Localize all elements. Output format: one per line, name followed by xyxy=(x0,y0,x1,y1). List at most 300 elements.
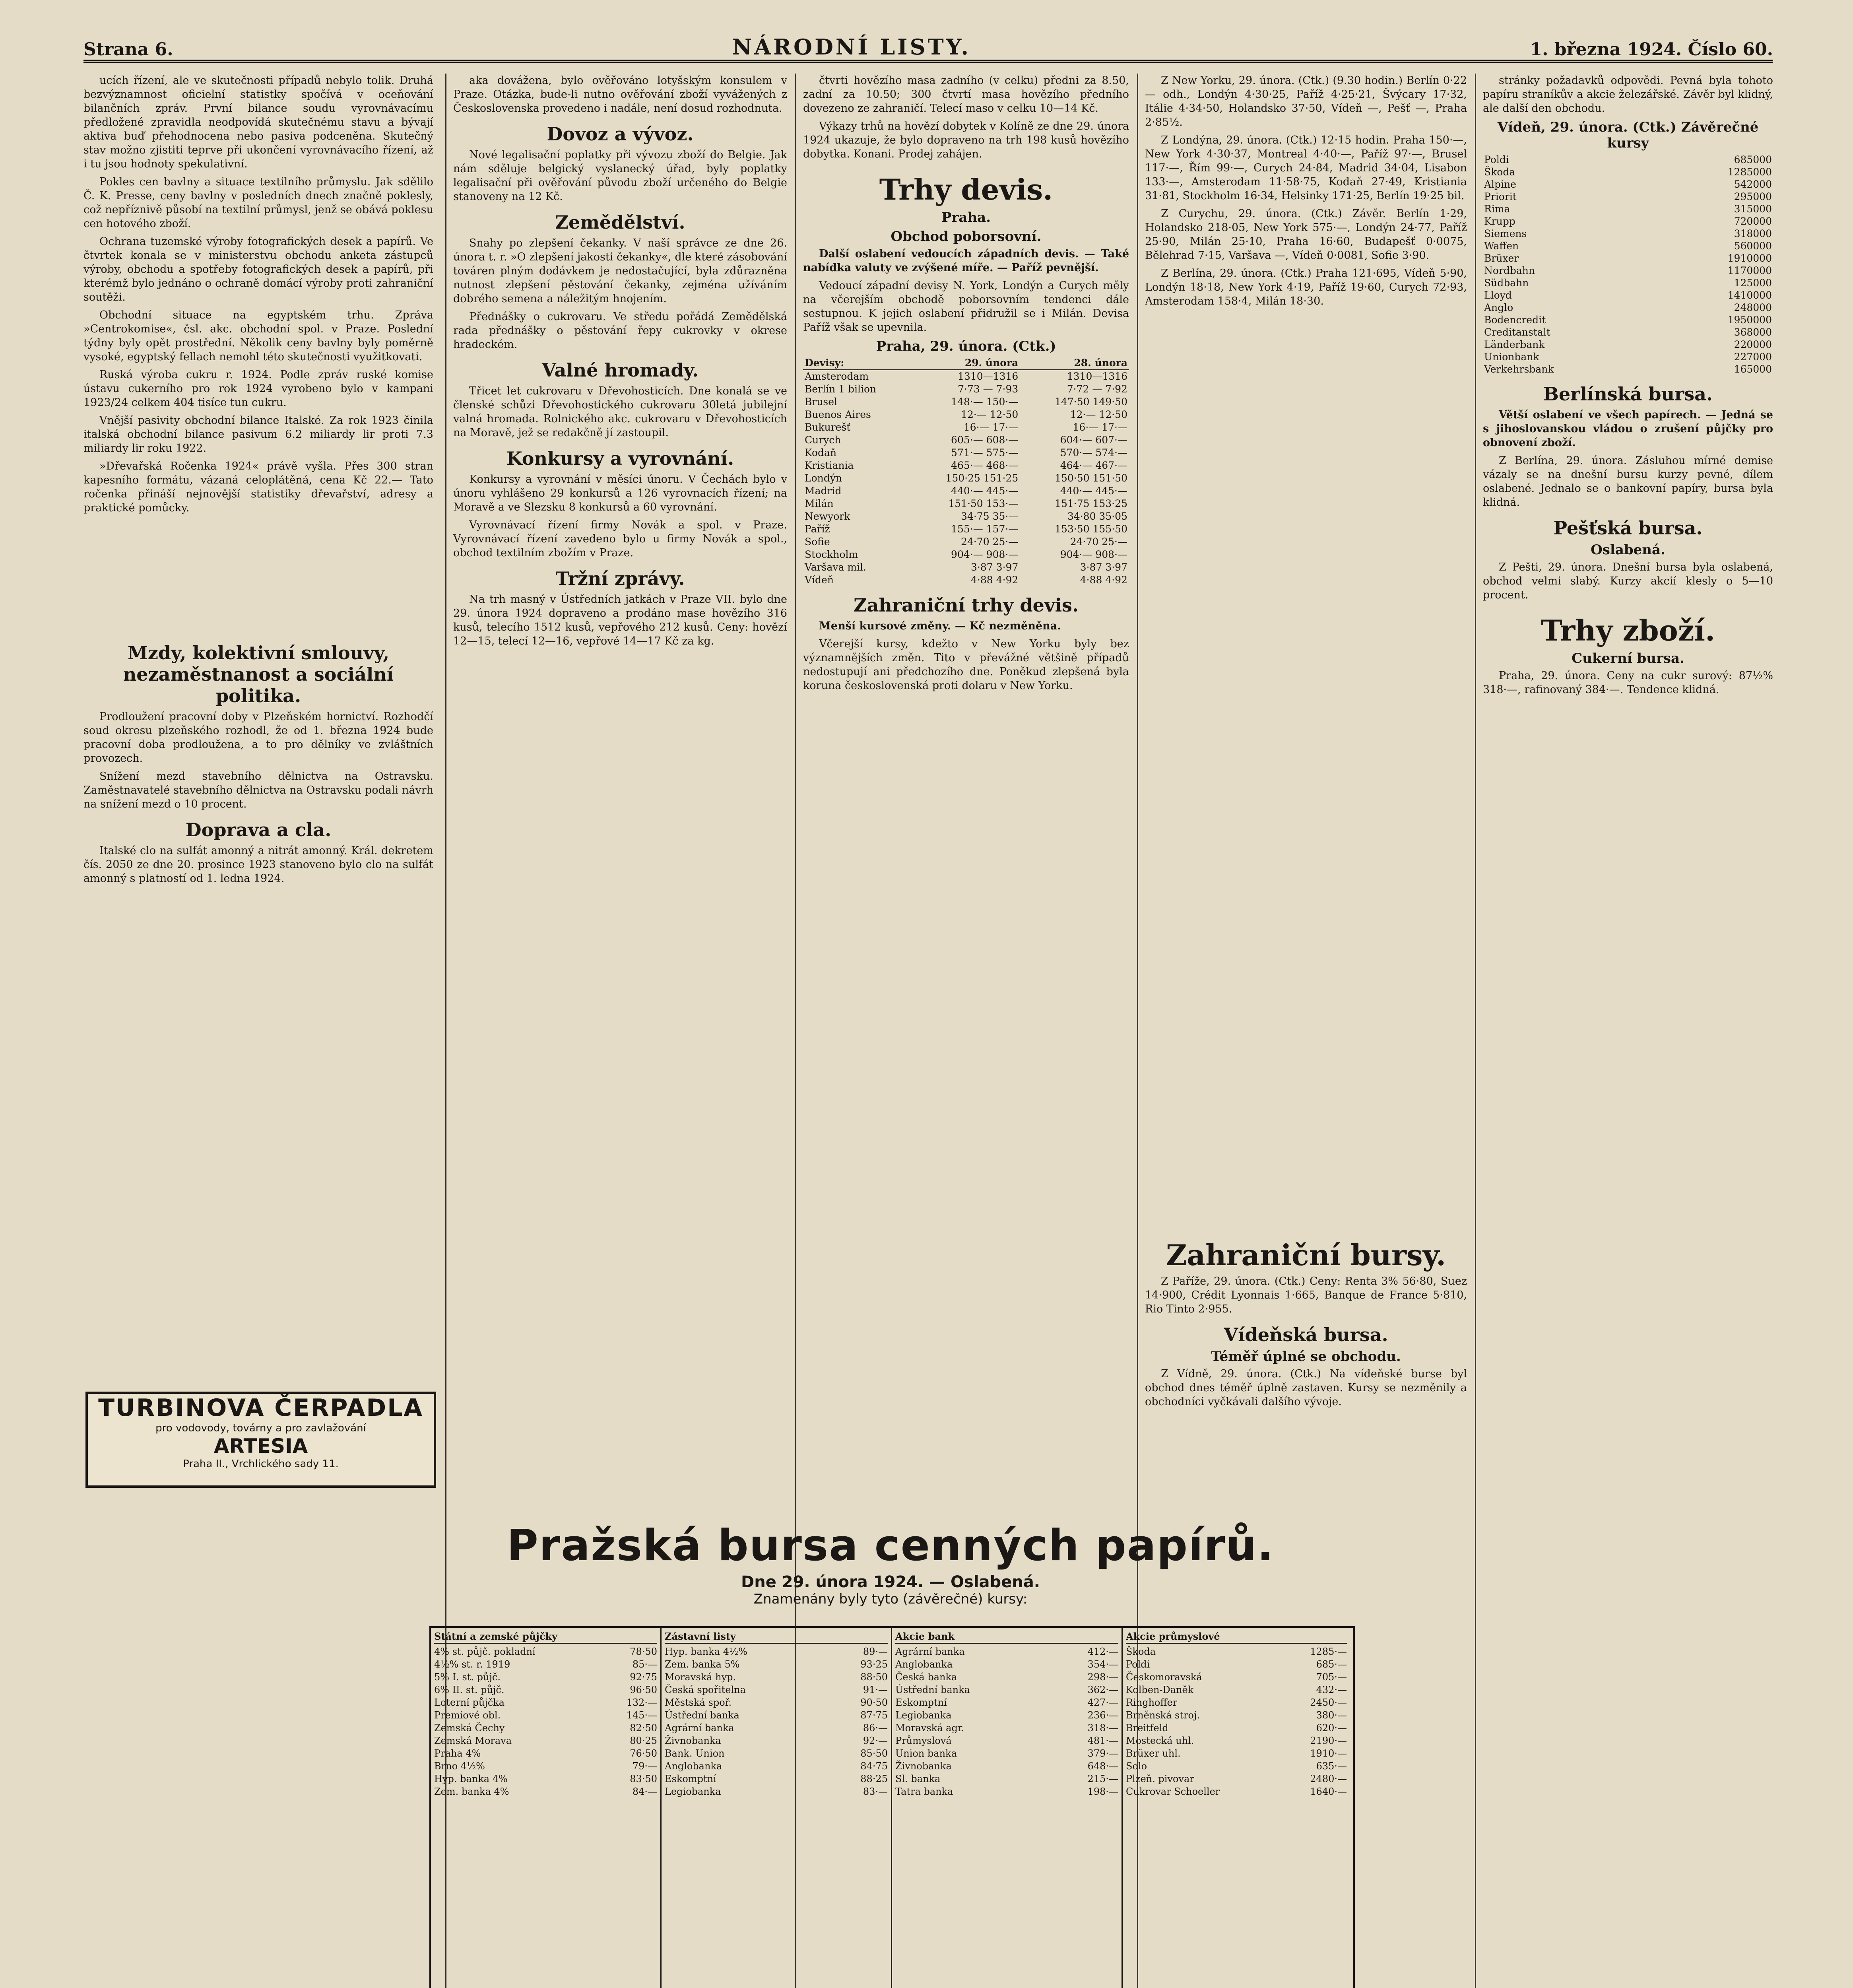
table-row xyxy=(1483,190,1773,203)
security-price: 84·75 xyxy=(860,1761,888,1772)
currency-name: Stockholm xyxy=(805,549,858,560)
security-name: Živnobanka xyxy=(895,1761,952,1772)
list-item xyxy=(665,1709,888,1722)
table-row xyxy=(803,396,1129,408)
section-title: Konkursy a vyrovnání. xyxy=(506,448,734,469)
security-name: Sl. banka xyxy=(895,1773,941,1784)
section-title: Zemědělství. xyxy=(555,212,685,233)
bourse-date: Dne 29. února 1924. — Oslabená. xyxy=(741,1573,1040,1591)
paragraph: aka dovážena, bylo ověřováno lotyšským konsulem v Praze. Otázka, bude-li nutno ověřování zboží vyvážených z Československa provedeno i nadále, není dosud rozhodnuta. xyxy=(453,74,787,115)
paragraph: Na trh masný v Ústředních jatkách v Praze VII. bylo dne 29. února 1924 dopraveno a prodáno mase hovězího 316 kusů, telecího 1512 kusů, vepřového 212 kusů. Ceny: hovězí 12—15, telecí 12—16, vepřové 14—17 Kč za kg. xyxy=(453,593,787,647)
list-item xyxy=(665,1696,888,1709)
security-name: Anglobanka xyxy=(895,1659,953,1670)
currency-name: Brusel xyxy=(805,396,838,408)
security-price: 88·25 xyxy=(860,1773,888,1784)
section-title: Vídeňská bursa. xyxy=(1224,1324,1388,1345)
rates-header-cell: 28. února xyxy=(1020,357,1129,370)
rate-value: 148·— 150·— xyxy=(951,396,1019,408)
rate-value: 571·— 575·— xyxy=(951,447,1019,458)
table-row xyxy=(803,370,1129,383)
currency-name: Amsterodam xyxy=(805,371,869,382)
paragraph: Z Berlína, 29. února. (Ctk.) Praha 121·695, Vídeň 5·90, Londýn 18·18, New York 4·19, Paříž 19·60, Curych 72·93, Amsterodam 158·4, Milán 18·30. xyxy=(1145,267,1467,307)
currency-name: Buenos Aires xyxy=(805,409,871,420)
security-price: 125000 xyxy=(1734,277,1772,289)
rate-value: 604·— 607·— xyxy=(1060,434,1127,446)
security-price: 2190·— xyxy=(1310,1735,1347,1746)
security-name: Živnobanka xyxy=(665,1735,721,1746)
security-name: 5% I. st. půjč. xyxy=(434,1672,501,1683)
list-item xyxy=(895,1747,1118,1760)
currency-name: Londýn xyxy=(805,472,842,484)
security-name: Česká spořitelna xyxy=(665,1684,746,1695)
list-item xyxy=(1126,1773,1347,1785)
security-name: Krupp xyxy=(1484,215,1515,227)
rate-value: 904·— 908·— xyxy=(951,549,1019,560)
table-row xyxy=(803,548,1129,561)
rate-value: 4·88 4·92 xyxy=(1080,574,1127,586)
list-item xyxy=(665,1683,888,1696)
list-item xyxy=(1126,1747,1347,1760)
security-name: Ústřední banka xyxy=(895,1684,970,1695)
section-title: Mzdy, kolektivní smlouvy, nezaměstnanost a sociální politika. xyxy=(123,642,394,707)
security-name: Loterní půjčka xyxy=(434,1697,505,1708)
ad-brand: ARTESIA xyxy=(213,1435,308,1458)
security-price: 542000 xyxy=(1734,179,1772,190)
paragraph: Konkursy a vyrovnání v měsíci únoru. V Čechách bylo v únoru vyhlášeno 29 konkursů a 126 vyrovnacích řízení; na Moravě a ve Slezsku 8 konkursů a 60 vyrovnání. xyxy=(453,473,787,513)
section-title: Doprava a cla. xyxy=(185,819,332,841)
list-item xyxy=(1126,1709,1347,1722)
security-name: Länderbank xyxy=(1484,339,1545,350)
stock-column-header: Akcie bank xyxy=(895,1630,1118,1644)
section-subtitle: Praha. xyxy=(941,210,991,225)
security-name: Zem. banka 4% xyxy=(434,1786,509,1797)
rate-value: 24·70 25·— xyxy=(961,536,1019,547)
security-price: 82·50 xyxy=(630,1722,657,1734)
list-item xyxy=(665,1722,888,1734)
list-item xyxy=(665,1785,888,1798)
security-name: Škoda xyxy=(1126,1646,1156,1657)
rates-header-row xyxy=(803,357,1129,370)
security-name: Eskomptní xyxy=(895,1697,947,1708)
list-item xyxy=(895,1722,1118,1734)
security-price: 362·— xyxy=(1087,1684,1118,1695)
security-price: 685000 xyxy=(1734,154,1772,165)
security-price: 215·— xyxy=(1087,1773,1118,1784)
security-price: 318000 xyxy=(1734,228,1772,239)
security-price: 87·75 xyxy=(860,1710,888,1721)
section-subtitle: Téměř úplné se obchodu. xyxy=(1211,1349,1401,1365)
list-item xyxy=(1126,1696,1347,1709)
security-price: 220000 xyxy=(1734,339,1772,350)
list-item xyxy=(434,1747,657,1760)
list-item xyxy=(1126,1645,1347,1658)
table-row xyxy=(803,408,1129,421)
security-price: 2480·— xyxy=(1310,1773,1347,1784)
security-name: Agrární banka xyxy=(665,1722,734,1734)
security-name: Plzeň. pivovar xyxy=(1126,1773,1194,1784)
paragraph: Větší oslabení ve všech papírech. — Jedná se s jihoslovanskou vládou o zrušení půjčky pro obnovení zboží. xyxy=(1483,409,1773,449)
list-item xyxy=(895,1683,1118,1696)
security-price: 92·— xyxy=(863,1735,888,1746)
page-number: Strana 6. xyxy=(83,39,173,60)
security-name: Verkehrsbank xyxy=(1484,363,1554,375)
paragraph: Z Paříže, 29. února. (Ctk.) Ceny: Renta 3% 56·80, Suez 14·900, Crédit Lyonnais 1·665, Banque de France 5·810, Rio Tinto 2·955. xyxy=(1145,1275,1467,1315)
table-row xyxy=(803,574,1129,586)
security-price: 432·— xyxy=(1316,1684,1347,1695)
paragraph: Ruská výroba cukru r. 1924. Podle zpráv ruské komise ústavu cukerního pro rok 1924 vyrobeno bylo v kampani 1923/24 celkem 404 tisíce tun cukru. xyxy=(83,369,433,409)
table-row xyxy=(1483,240,1773,252)
security-name: Legiobanka xyxy=(665,1786,721,1797)
security-name: Cukrovar Schoeller xyxy=(1126,1786,1220,1797)
list-item xyxy=(895,1658,1118,1671)
security-name: Brüxer uhl. xyxy=(1126,1748,1181,1759)
security-name: Zem. banka 5% xyxy=(665,1659,740,1670)
security-name: Moravská hyp. xyxy=(665,1672,736,1683)
currency-name: Bukurešť xyxy=(805,421,851,433)
paragraph: Vnější pasivity obchodní bilance Italské. Za rok 1923 činila italská obchodní bilance pasivum 6.2 miliardy lir proti 7.3 miliardy lir roku 1922. xyxy=(83,414,433,454)
paragraph: Prodloužení pracovní doby v Plzeňském hornictví. Rozhodčí soud okresu plzeňského rozhodl, že od 1. března 1924 bude pracovní doba prodloužena, a to pro dělníky ve zvláštních provozech. xyxy=(83,711,433,765)
security-name: Kolben-Daněk xyxy=(1126,1684,1194,1695)
paragraph: čtvrti hovězího masa zadního (v celku) předni za 8.50, zadní za 10.50; 300 čtvrtí masa hovězího předního dovezeno ze zahraničí. Telecí maso v celku 10—14 Kč. xyxy=(803,74,1129,115)
issue-date: 1. března 1924. Číslo 60. xyxy=(1530,39,1773,60)
security-name: Ringhoffer xyxy=(1126,1697,1178,1708)
paragraph: Z Londýna, 29. února. (Ctk.) 12·15 hodin. Praha 150·—, New York 4·30·37, Montreal 4·40·—, Paříž 97·—, Brusel 117·—, Řím 99·—, Curych 24·84, Madrid 34·04, Lisabon 133·—, Amsterodam 11·58·75, Kodaň 27·49, Kristiania 31·81, Stockholm 16·34, Helsinky 171·25, Berlín 19·25 bil. xyxy=(1145,134,1467,202)
paragraph: Snížení mezd stavebního dělnictva na Ostravsku. Zaměstnavatelé stavebního dělnictva na Ostravsku podali návrh na snížení mezd o 10 procent. xyxy=(83,770,433,810)
column-1 xyxy=(83,74,433,1988)
security-name: Škoda xyxy=(1484,166,1515,178)
section-title: Zahraniční trhy devis. xyxy=(854,594,1079,616)
list-item xyxy=(895,1760,1118,1773)
security-price: 165000 xyxy=(1734,363,1772,375)
security-name: Moravská agr. xyxy=(895,1722,964,1734)
security-price: 78·50 xyxy=(630,1646,657,1657)
security-price: 85·— xyxy=(632,1659,657,1670)
list-item xyxy=(895,1785,1118,1798)
ad-headline: TURBINOVA ČERPADLA xyxy=(98,1394,423,1422)
security-name: Poldi xyxy=(1484,154,1509,165)
column-2 xyxy=(453,74,787,1505)
security-price: 1285000 xyxy=(1727,166,1772,178)
rate-value: 16·— 17·— xyxy=(963,421,1019,433)
bourse-title: Pražská bursa cenných papírů. xyxy=(506,1521,1275,1571)
rates-header-cell: Devisy: xyxy=(803,357,911,370)
security-name: Eskomptní xyxy=(665,1773,716,1784)
list-item xyxy=(665,1747,888,1760)
currency-name: Berlín 1 bilion xyxy=(805,383,877,395)
table-row xyxy=(1483,363,1773,375)
paragraph: Z Berlína, 29. února. Zásluhou mírné demise vázaly se na dnešní bursu kurzy pevné, dílem oslabené. Jednalo se o bankovní papíry, bursa byla klidná. xyxy=(1483,454,1773,509)
security-price: 1950000 xyxy=(1727,314,1772,326)
security-name: 6% II. st. půjč. xyxy=(434,1684,504,1695)
security-price: 560000 xyxy=(1734,240,1772,252)
paragraph: »Dřevařská Ročenka 1924« právě vyšla. Přes 300 stran kapesního formátu, vázaná celoplátěná, cena Kč 22.— Tato ročenka přináší nejnovější statistiky dřevařství, adresy a praktické pomůcky. xyxy=(83,460,433,514)
security-name: Legiobanka xyxy=(895,1710,952,1721)
paragraph: Další oslabení vedoucích západních devis. — Také nabídka valuty ve zvýšené míře. — Paříž pevnější. xyxy=(803,248,1129,274)
page-header xyxy=(83,16,1773,63)
paragraph: Praha, 29. února. Ceny na cukr surový: 87½% 318·—, rafinovaný 384·—. Tendence klidná. xyxy=(1483,670,1773,696)
list-item xyxy=(434,1671,657,1683)
security-name: Bodencredit xyxy=(1484,314,1546,326)
list-item xyxy=(1126,1760,1347,1773)
ad-address: Praha II., Vrchlického sady 11. xyxy=(183,1458,339,1470)
security-name: Bank. Union xyxy=(665,1748,725,1759)
list-item xyxy=(434,1760,657,1773)
stock-column-header: Akcie průmyslové xyxy=(1126,1630,1347,1644)
section-title: Trhy devis. xyxy=(879,173,1053,206)
rate-value: 465·— 468·— xyxy=(951,460,1019,471)
table-row xyxy=(803,510,1129,523)
list-item xyxy=(434,1734,657,1747)
security-price: 85·50 xyxy=(860,1748,888,1759)
security-price: 145·— xyxy=(626,1710,657,1721)
security-price: 2450·— xyxy=(1310,1697,1347,1708)
security-price: 1170000 xyxy=(1727,265,1772,276)
security-name: 4% st. půjč. pokladní xyxy=(434,1646,536,1657)
security-price: 89·— xyxy=(863,1646,888,1657)
paragraph: Obchodní situace na egyptském trhu. Zpráva »Centrokomise«, čsl. akc. obchodní spol. v Praze. Poslední týdny byly opět prostřední. Několik ceny bavlny byly poměrně vysoké, egyptský fellach nemohl této skutečnosti využitkovati. xyxy=(83,309,433,363)
section-title: Berlínská bursa. xyxy=(1543,383,1713,405)
security-price: 90·50 xyxy=(860,1697,888,1708)
rate-value: 151·50 153·— xyxy=(948,498,1019,509)
security-price: 298·— xyxy=(1087,1672,1118,1683)
security-name: Brüxer xyxy=(1484,252,1519,264)
ad-spacer xyxy=(83,519,433,634)
security-price: 1285·— xyxy=(1310,1646,1347,1657)
security-name: Union banka xyxy=(895,1748,957,1759)
table-row xyxy=(1483,264,1773,277)
security-name: Südbahn xyxy=(1484,277,1529,289)
section-subtitle: Cukerní bursa. xyxy=(1572,650,1684,666)
ad-subline: pro vodovody, továrny a pro zavlažování xyxy=(155,1422,366,1434)
rate-value: 151·75 153·25 xyxy=(1055,498,1127,509)
security-price: 80·25 xyxy=(630,1735,657,1746)
security-price: 380·— xyxy=(1316,1710,1347,1721)
table-row xyxy=(1483,178,1773,190)
paragraph: Ochrana tuzemské výroby fotografických desek a papírů. Ve čtvrtek konala se v ministerstvu obchodu anketa zástupců výroby, obchodu a spotřeby fotografických desek a papírů, při kterémž bylo jednáno o ochraně domácí výroby proti zahraniční soutěži. xyxy=(83,235,433,303)
currency-name: Kristiania xyxy=(805,460,854,471)
section-title: Pešťská bursa. xyxy=(1553,517,1703,539)
list-item xyxy=(665,1734,888,1747)
list-item xyxy=(434,1709,657,1722)
rate-value: 904·— 908·— xyxy=(1060,549,1127,560)
list-item xyxy=(434,1785,657,1798)
security-price: 96·50 xyxy=(630,1684,657,1695)
security-price: 93·25 xyxy=(860,1659,888,1670)
table-row xyxy=(803,434,1129,447)
list-item xyxy=(434,1773,657,1785)
security-price: 248000 xyxy=(1734,302,1772,313)
section-subtitle: Obchod poborsovní. xyxy=(891,229,1042,245)
rate-value: 440·— 445·— xyxy=(951,485,1019,497)
paragraph: Přednášky o cukrovaru. Ve středu pořádá Zemědělská rada přednášky o pěstování řepy cukrovky v okrese hradeckém. xyxy=(453,311,787,351)
list-item xyxy=(434,1722,657,1734)
security-price: 481·— xyxy=(1087,1735,1118,1746)
column-3 xyxy=(803,74,1129,1505)
security-price: 427·— xyxy=(1087,1697,1118,1708)
security-name: Hyp. banka 4½% xyxy=(665,1646,748,1657)
list-item xyxy=(665,1671,888,1683)
security-name: Premiové obl. xyxy=(434,1710,501,1721)
list-item xyxy=(434,1645,657,1658)
table-row xyxy=(1483,351,1773,363)
list-item xyxy=(665,1773,888,1785)
security-price: 412·— xyxy=(1087,1646,1118,1657)
rate-value: 1310—1316 xyxy=(958,371,1019,382)
security-name: Siemens xyxy=(1484,228,1527,239)
list-item xyxy=(895,1645,1118,1658)
masthead: NÁRODNÍ LISTY. xyxy=(732,34,971,60)
security-price: 720000 xyxy=(1734,215,1772,227)
list-item xyxy=(895,1734,1118,1747)
list-item xyxy=(434,1683,657,1696)
security-price: 318·— xyxy=(1087,1722,1118,1734)
column-5 xyxy=(1483,74,1773,1988)
column-spacer xyxy=(1145,312,1467,1227)
rate-value: 4·88 4·92 xyxy=(971,574,1019,586)
security-name: Agrární banka xyxy=(895,1646,965,1657)
security-price: 685·— xyxy=(1316,1659,1347,1670)
list-item xyxy=(895,1671,1118,1683)
rate-value: 150·25 151·25 xyxy=(945,472,1019,484)
security-price: 84·— xyxy=(632,1786,657,1797)
security-name: Rima xyxy=(1484,203,1510,215)
security-name: Unionbank xyxy=(1484,351,1539,363)
security-price: 83·50 xyxy=(630,1773,657,1784)
list-item xyxy=(1126,1785,1347,1798)
rate-value: 155·— 157·— xyxy=(951,523,1019,535)
security-name: Anglo xyxy=(1484,302,1513,313)
rate-value: 147·50 149·50 xyxy=(1055,396,1127,408)
table-row xyxy=(1483,289,1773,301)
section-title: Trhy zboží. xyxy=(1541,613,1715,647)
rate-value: 34·75 35·— xyxy=(961,511,1019,522)
rate-value: 7·72 — 7·92 xyxy=(1067,383,1127,395)
security-price: 315000 xyxy=(1734,203,1772,215)
rate-value: 605·— 608·— xyxy=(951,434,1019,446)
paragraph: ucích řízení, ale ve skutečnosti případů nebylo tolik. Druhá bezvýznamnost oficielní statistky spočívá v oceňování bilančních zpráv. První bilance soudu vyrovnávacímu předložené zpravidla neodpovídá skutečnému stavu a bývají aktiva buď přehodnocena nebo pasiva podceněna. Skutečný stav možno zjistiti teprve při ukončení vyrovnávacího řízení, až i tu jsou hodnoty spekulativní. xyxy=(83,74,433,170)
table-row xyxy=(803,459,1129,472)
table-row xyxy=(803,561,1129,574)
list-item xyxy=(665,1658,888,1671)
column-rule xyxy=(1475,74,1476,1988)
currency-name: Varšava mil. xyxy=(805,561,866,573)
currency-name: Madrid xyxy=(805,485,842,497)
prague-stock-table xyxy=(429,1626,1355,1988)
paragraph: Včerejší kursy, kdežto v New Yorku byly bez významnějších změn. Tito v převážné většině případů nedostupují ani předchozího dne. Poněkud zlepšená byla koruna československá proti dolaru v New Yorku. xyxy=(803,638,1129,692)
security-name: Priorit xyxy=(1484,191,1517,202)
section-subtitle: Oslabená. xyxy=(1591,542,1665,558)
table-row xyxy=(1483,203,1773,215)
table-row xyxy=(803,421,1129,434)
rate-value: 3·87 3·97 xyxy=(971,561,1019,573)
list-item xyxy=(1126,1658,1347,1671)
rate-value: 3·87 3·97 xyxy=(1080,561,1127,573)
table-row xyxy=(803,447,1129,459)
list-item xyxy=(434,1658,657,1671)
currency-name: Kodaň xyxy=(805,447,837,458)
security-price: 1640·— xyxy=(1310,1786,1347,1797)
paragraph: Menší kursové změny. — Kč nezměněna. xyxy=(819,620,1061,632)
security-price: 368000 xyxy=(1734,326,1772,338)
paragraph: Z New Yorku, 29. února. (Ctk.) (9.30 hodin.) Berlín 0·22 — odh., Londýn 4·30·25, Paříž 4·25·21, Švýcary 17·32, Itálie 4·34·50, Holandsko 37·50, Vídeň —, Pešť —, Praha 2·85½. xyxy=(1145,74,1467,128)
list-item xyxy=(665,1645,888,1658)
rates-heading: Praha, 29. února. (Ctk.) xyxy=(876,338,1056,354)
security-price: 295000 xyxy=(1734,191,1772,202)
rate-value: 12·— 12·50 xyxy=(1070,409,1127,420)
rate-value: 440·— 445·— xyxy=(1060,485,1127,497)
section-title: Dovoz a vývoz. xyxy=(547,123,694,145)
paragraph: Vyrovnávací řízení firmy Novák a spol. v Praze. Vyrovnávací řízení zavedeno bylo u firmy Novák a spol., obchod textilním zbožím v Praze. xyxy=(453,519,787,559)
table-row xyxy=(1483,227,1773,240)
rate-value: 34·80 35·05 xyxy=(1067,511,1127,522)
paragraph: Výkazy trhů na hovězí dobytek v Kolíně ze dne 29. února 1924 ukazuje, že bylo dopraveno na trh 198 kusů hovězího dobytka. Konani. Prodej zahájen. xyxy=(803,120,1129,160)
security-name: Lloyd xyxy=(1484,289,1512,301)
table-row xyxy=(1483,277,1773,289)
security-price: 1410000 xyxy=(1727,289,1772,301)
table-row xyxy=(803,536,1129,548)
table-row xyxy=(1483,314,1773,326)
paragraph: Třicet let cukrovaru v Dřevohosticích. Dne konalá se ve členské schůzi Dřevohostického cukrovaru 30letá jubilejní valná hromada. Rolnického akc. cukrovaru v Dřevohosticích na Moravě, jež se redakčně jí zastoupil. xyxy=(453,385,787,439)
security-price: 83·— xyxy=(863,1786,888,1797)
devisy-table xyxy=(803,357,1129,586)
currency-name: Sofie xyxy=(805,536,830,547)
security-price: 227000 xyxy=(1734,351,1772,363)
table-row xyxy=(1483,252,1773,264)
security-name: Solo xyxy=(1126,1761,1147,1772)
list-item xyxy=(895,1696,1118,1709)
turbine-pump-ad xyxy=(85,1392,436,1488)
security-name: Anglobanka xyxy=(665,1761,722,1772)
table-row xyxy=(803,472,1129,485)
security-price: 236·— xyxy=(1087,1710,1118,1721)
section-title: Tržní zprávy. xyxy=(555,568,685,589)
security-name: Alpine xyxy=(1484,179,1516,190)
security-price: 635·— xyxy=(1316,1761,1347,1772)
security-price: 648·— xyxy=(1087,1761,1118,1772)
security-name: Městská spoř. xyxy=(665,1697,732,1708)
rate-value: 7·73 — 7·93 xyxy=(958,383,1019,395)
stock-column-header: Státní a zemské půjčky xyxy=(434,1630,657,1644)
table-row xyxy=(803,485,1129,497)
stock-column-header: Zástavní listy xyxy=(665,1630,888,1644)
security-price: 1910000 xyxy=(1727,252,1772,264)
table-row xyxy=(1483,166,1773,178)
security-price: 86·— xyxy=(863,1722,888,1734)
rate-value: 464·— 467·— xyxy=(1060,460,1127,471)
paragraph: stránky požadavků odpovědi. Pevná byla tohoto papíru straníkův a akcie železářské. Závěr byl klidný, ale další den obchodu. xyxy=(1483,74,1773,115)
rate-value: 1310—1316 xyxy=(1067,371,1127,382)
security-name: Průmyslová xyxy=(895,1735,952,1746)
security-name: Waffen xyxy=(1484,240,1519,252)
paragraph: Nové legalisační poplatky při vývozu zboží do Belgie. Jak nám sděluje belgický vyslanecký úřad, byly poplatky legalisační při ověřování původu zboží určeného do Belgie stanoveny na 12 Kč. xyxy=(453,149,787,203)
list-item xyxy=(895,1773,1118,1785)
table-row xyxy=(1483,153,1773,166)
rate-value: 24·70 25·— xyxy=(1070,536,1127,547)
stock-column xyxy=(892,1628,1123,1988)
security-name: Česká banka xyxy=(895,1672,957,1683)
security-name: Zemská Morava xyxy=(434,1735,512,1746)
security-name: Nordbahn xyxy=(1484,265,1535,276)
paragraph: Snahy po zlepšení čekanky. V naší správce ze dne 26. února t. r. »O zlepšení jakosti čekanky«, dle které zásobování továren plným dodávkem je nedostačující, byla zdůrazněna nutnost zlepšení pěstování čekanky, zejména užíváním dobrého semena a náležitým hnojením. xyxy=(453,237,787,305)
security-price: 705·— xyxy=(1316,1672,1347,1683)
security-name: Zemská Čechy xyxy=(434,1722,505,1734)
bourse-note: Znamenány byly tyto (závěrečné) kursy: xyxy=(753,1591,1028,1607)
paragraph: Z Curychu, 29. února. (Ctk.) Závěr. Berlín 1·29, Holandsko 218·05, New York 575·—, Londýn 24·77, Paříž 25·90, Milán 25·10, Praha 16·60, Budapešť 0·0075, Bělehrad 7·15, Varšava —, Vídeň 0·0081, Sofie 3·90. xyxy=(1145,208,1467,262)
currency-name: Vídeň xyxy=(805,574,834,586)
table-row xyxy=(1483,215,1773,227)
security-price: 91·— xyxy=(863,1684,888,1695)
rates-heading: Vídeň, 29. února. (Ctk.) Závěrečné kursy xyxy=(1497,119,1759,151)
